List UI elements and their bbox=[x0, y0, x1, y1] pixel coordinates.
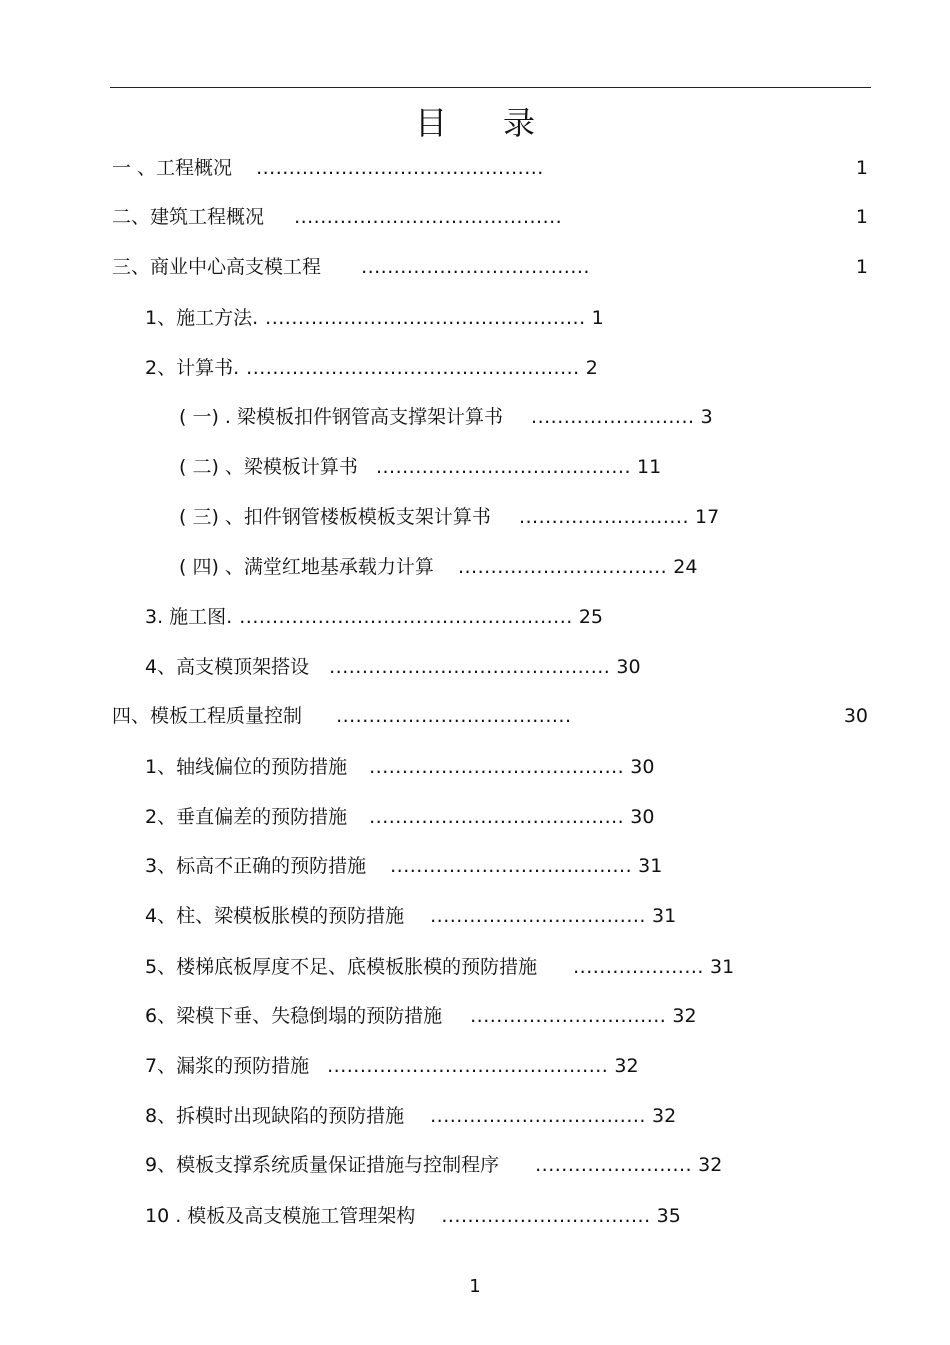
toc-entry[interactable] bbox=[145, 754, 654, 780]
toc-leader: ....................................... bbox=[375, 456, 631, 478]
title-char-2: 录 bbox=[503, 104, 536, 142]
toc-label: 7、漏浆的预防措施 bbox=[145, 1055, 310, 1077]
toc-leader: .................... bbox=[573, 956, 704, 978]
toc-page: 32 bbox=[672, 1005, 697, 1027]
toc-label: 一 、工程概况 bbox=[112, 157, 233, 179]
toc-label: ( 一) . 梁模板扣件钢管高支撑架计算书 bbox=[179, 406, 503, 428]
toc-entry[interactable] bbox=[145, 1152, 722, 1178]
toc-label: ( 三) 、扣件钢管楼板模板支架计算书 bbox=[179, 506, 491, 528]
toc-leader: ............................................ bbox=[256, 157, 544, 179]
toc-leader: ................................. bbox=[430, 1105, 646, 1127]
toc-label: 二、建筑工程概况 bbox=[112, 206, 265, 228]
toc-entry[interactable] bbox=[145, 355, 598, 381]
toc-page: 24 bbox=[673, 556, 698, 578]
header-rule bbox=[110, 87, 871, 88]
toc-leader: .......................... bbox=[518, 506, 689, 528]
toc-leader: ................................ bbox=[457, 556, 668, 578]
toc-entry[interactable] bbox=[145, 853, 662, 879]
toc-entry[interactable] bbox=[145, 1053, 639, 1079]
toc-page: 30 bbox=[630, 756, 655, 778]
page-number: 1 bbox=[469, 1276, 481, 1297]
toc-entry[interactable] bbox=[145, 305, 604, 331]
toc-page: 30 bbox=[616, 656, 641, 678]
toc-label: 4、高支模顶架搭设 bbox=[145, 656, 310, 678]
toc-page: 31 bbox=[638, 855, 663, 877]
toc-leader: ........................................... bbox=[327, 1055, 609, 1077]
toc-leader: ......................... bbox=[531, 406, 695, 428]
toc-page: 11 bbox=[637, 456, 662, 478]
toc-page: 32 bbox=[614, 1055, 639, 1077]
toc-page: 31 bbox=[709, 956, 735, 978]
toc-leader: ..................................... bbox=[390, 855, 633, 877]
toc-leader: ....................................... bbox=[369, 806, 625, 828]
toc-leader: .............................. bbox=[470, 1005, 667, 1027]
toc-entry[interactable] bbox=[112, 703, 572, 729]
toc-label: ( 二) 、梁模板计算书 bbox=[179, 456, 358, 478]
toc-page: 2 bbox=[585, 357, 598, 379]
toc-entry[interactable] bbox=[145, 1003, 697, 1029]
toc-label: 9、模板支撑系统质量保证措施与控制程序 bbox=[145, 1154, 500, 1176]
toc-page: 35 bbox=[656, 1205, 681, 1227]
toc-entry[interactable] bbox=[145, 604, 603, 630]
toc-leader: ........................ bbox=[535, 1154, 693, 1176]
toc-entry[interactable] bbox=[145, 954, 734, 980]
toc-entry[interactable] bbox=[112, 204, 562, 230]
toc-page: 3 bbox=[700, 406, 713, 428]
toc-page: 31 bbox=[652, 905, 677, 927]
toc-label: 5、楼梯底板厚度不足、底模板胀模的预防措施 bbox=[145, 956, 538, 978]
toc-entry[interactable] bbox=[179, 554, 697, 580]
toc-page: 1 bbox=[855, 157, 868, 179]
toc-entry[interactable] bbox=[145, 1203, 681, 1229]
page-title bbox=[0, 98, 950, 144]
toc-leader: ................................... bbox=[361, 256, 590, 278]
toc-leader: ......................................... bbox=[294, 206, 563, 228]
toc-entry[interactable] bbox=[179, 504, 719, 530]
toc-page: 32 bbox=[652, 1105, 677, 1127]
toc-leader: .................................... bbox=[336, 705, 572, 727]
title-char-1: 目 bbox=[414, 104, 447, 142]
toc-entry[interactable] bbox=[145, 654, 641, 680]
toc-leader: ........................................... bbox=[329, 656, 611, 678]
toc-leader: ................................. bbox=[430, 905, 646, 927]
toc-entry[interactable] bbox=[145, 903, 676, 929]
toc-leader: . ................................................. bbox=[252, 307, 586, 329]
toc-label: 1、施工方法 bbox=[145, 307, 253, 329]
toc-label: 3、标高不正确的预防措施 bbox=[145, 855, 367, 877]
toc-page: 17 bbox=[695, 506, 720, 528]
toc-leader: ....................................... bbox=[369, 756, 625, 778]
toc-entry[interactable] bbox=[145, 804, 654, 830]
toc-leader: ................................ bbox=[441, 1205, 651, 1227]
toc-label: 10 . 模板及高支模施工管理架构 bbox=[145, 1205, 416, 1227]
toc-label: 四、模板工程质量控制 bbox=[112, 705, 303, 727]
toc-entry[interactable] bbox=[145, 1103, 676, 1129]
toc-page: 1 bbox=[855, 256, 868, 278]
toc-page: 25 bbox=[578, 606, 604, 628]
toc-page: 30 bbox=[843, 705, 868, 727]
toc-label: 8、拆模时出现缺陷的预防措施 bbox=[145, 1105, 405, 1127]
toc-entry[interactable] bbox=[179, 404, 713, 430]
toc-entry[interactable] bbox=[112, 254, 590, 280]
toc-label: 2、垂直偏差的预防措施 bbox=[145, 806, 348, 828]
toc-page: 1 bbox=[591, 307, 604, 329]
toc-label: 2、计算书 bbox=[145, 357, 234, 379]
toc-label: 3. 施工图 bbox=[145, 606, 227, 628]
toc-label: ( 四) 、满堂红地基承载力计算 bbox=[179, 556, 434, 578]
toc-label: 4、柱、梁模板胀模的预防措施 bbox=[145, 905, 405, 927]
toc-leader: . ................................................... bbox=[233, 357, 580, 379]
toc-page: 1 bbox=[855, 206, 868, 228]
toc-page: 32 bbox=[698, 1154, 723, 1176]
toc-label: 三、商业中心高支模工程 bbox=[112, 256, 322, 278]
toc-entry[interactable] bbox=[179, 454, 661, 480]
toc-entry[interactable] bbox=[112, 155, 544, 181]
toc-label: 1、轴线偏位的预防措施 bbox=[145, 756, 348, 778]
toc-page: 30 bbox=[630, 806, 655, 828]
toc-label: 6、梁模下垂、失稳倒塌的预防措施 bbox=[145, 1005, 443, 1027]
toc-leader: . ................................................... bbox=[226, 606, 573, 628]
